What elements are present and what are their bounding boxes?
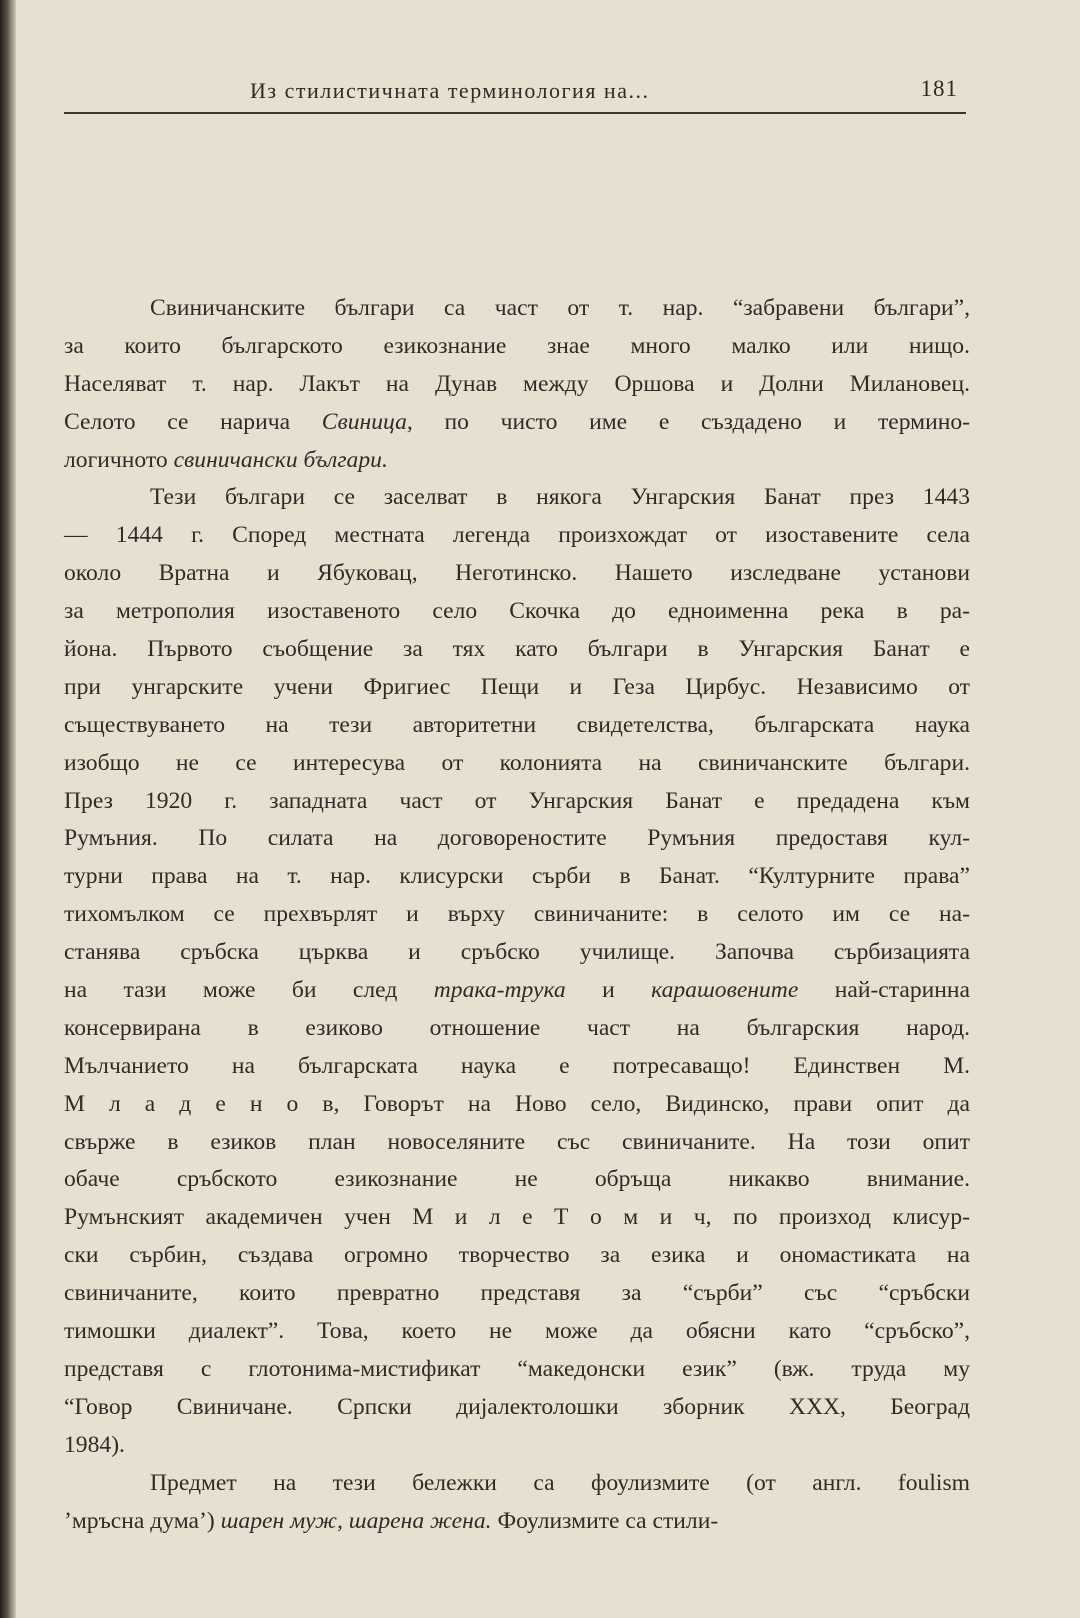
text-segment: Населяват т. нар. Лакът на Дунав между Оршова и Долни Милановец. xyxy=(64,370,970,397)
text-segment: свърже в езиков план новоселяните със свиничаните. На този опит xyxy=(64,1128,970,1155)
text-segment: ски сърбин, създава огромно творчество за езика и ономастиката на xyxy=(64,1242,970,1269)
text-segment: Тези българи се заселват в някога Унгарския Банат през 1443 xyxy=(150,484,970,511)
running-header-title: Из стилистичната терминология на... xyxy=(250,78,650,103)
text-line xyxy=(64,1465,970,1503)
text-segment: Румъния. По силата на договореностите Румъния предоставя кул- xyxy=(64,825,970,852)
text-line xyxy=(64,593,970,631)
text-line xyxy=(64,858,970,896)
text-segment: Румънският академичен учен М и л е Т о м и ч, по произход клисур- xyxy=(64,1204,970,1231)
text-line xyxy=(64,1275,970,1313)
text-line xyxy=(64,707,970,745)
text-segment: тимошки диалект”. Това, което не може да обясни като “сръбско”, xyxy=(64,1318,970,1345)
text-line xyxy=(64,517,970,555)
text-segment: йона. Първото съобщение за тях като българи в Унгарския Банат е xyxy=(64,636,970,663)
text-line xyxy=(64,669,970,707)
text-line xyxy=(64,783,970,821)
text-segment: Селото се нарича xyxy=(64,408,322,435)
text-line xyxy=(64,1237,970,1275)
text-segment: — 1444 г. Според местната легенда произхождат от изоставените села xyxy=(64,522,970,549)
italic-term: карашовените xyxy=(651,977,799,1004)
text-segment: обаче сръбското езикознание не обръща никакво внимание. xyxy=(64,1166,970,1193)
text-segment: Предмет на тези бележки са фоулизмите (от англ. foulism xyxy=(150,1469,970,1496)
text-line xyxy=(64,1086,970,1124)
text-segment: Фоулизмите са стили- xyxy=(491,1507,719,1534)
text-line xyxy=(64,1048,970,1086)
text-line xyxy=(64,1389,970,1427)
text-segment: През 1920 г. западната част от Унгарския Банат е предадена към xyxy=(64,787,970,814)
text-segment: представя с глотонима-мистификат “македонски език” (вж. труда му xyxy=(64,1355,970,1382)
text-line xyxy=(64,896,970,934)
text-segment: за метрополия изоставеното село Скочка до едноименна река в ра- xyxy=(64,598,970,625)
text-line xyxy=(64,631,970,669)
text-segment: и xyxy=(565,977,652,1004)
text-segment: свиничаните, които превратно представя за “сърби” със “сръбски xyxy=(64,1280,970,1307)
text-segment: най-старинна xyxy=(798,977,970,1004)
italic-term: шарен муж, шарена жена. xyxy=(220,1507,492,1534)
text-segment: логичното xyxy=(64,446,174,473)
italic-term: Свиница, xyxy=(321,408,413,435)
text-segment: М л а д е н о в, Говорът на Ново село, Видинско, прави опит да xyxy=(64,1090,970,1117)
text-segment: консервирана в езиково отношение част на българския народ. xyxy=(64,1014,970,1041)
text-segment: изобщо не се интересува от колонията на свиничанските българи. xyxy=(64,749,970,776)
text-line xyxy=(64,479,970,517)
text-line xyxy=(64,820,970,858)
text-segment: при унгарските учени Фригиес Пещи и Геза Цирбус. Независимо от xyxy=(64,673,970,700)
text-line xyxy=(64,745,970,783)
text-line xyxy=(64,442,970,480)
text-line xyxy=(64,290,970,328)
text-segment: турни права на т. нар. клисурски сърби в Банат. “Културните права” xyxy=(64,863,970,890)
text-segment: по чисто име е създадено и термино- xyxy=(412,408,971,435)
text-line xyxy=(64,972,970,1010)
text-segment: тихомълком се прехвърлят и върху свиничаните: в селото им се на- xyxy=(64,901,970,928)
text-segment: 1984). xyxy=(64,1431,125,1458)
text-line xyxy=(64,1199,970,1237)
page-number: 181 xyxy=(920,76,958,101)
text-segment: “Говор Свиничане. Српски дијалектолошки зборник XXX, Београд xyxy=(64,1393,970,1420)
text-line xyxy=(64,1010,970,1048)
text-segment: около Вратна и Ябуковац, Неготинско. Нашето изследване установи xyxy=(64,560,970,587)
text-line xyxy=(64,555,970,593)
text-segment: Свиничанските българи са част от т. нар. “забравени българи”, xyxy=(150,295,970,321)
text-line xyxy=(64,1427,970,1465)
text-segment: станява сръбска църква и сръбско училище. Започва сърбизацията xyxy=(64,939,970,966)
text-line xyxy=(64,1161,970,1199)
running-header xyxy=(64,76,966,114)
text-line xyxy=(64,1351,970,1389)
text-line xyxy=(64,366,970,404)
italic-term: свиничански българи. xyxy=(173,446,388,473)
text-segment: за които българското езикознание знае много малко или нищо. xyxy=(64,332,970,359)
text-line xyxy=(64,1503,970,1541)
text-line xyxy=(64,934,970,972)
body-text xyxy=(64,290,970,1540)
text-line xyxy=(64,1313,970,1351)
text-segment: ’мръсна дума’) xyxy=(64,1507,221,1534)
text-line xyxy=(64,1124,970,1162)
text-line xyxy=(64,328,970,366)
text-segment: Мълчанието на българската наука е потресаващо! Единствен М. xyxy=(64,1052,970,1079)
text-line xyxy=(64,404,970,442)
text-segment: съществуването на тези авторитетни свидетелства, българската наука xyxy=(64,711,970,738)
italic-term: трака-трука xyxy=(433,977,566,1004)
text-segment: на тази може би след xyxy=(64,977,434,1004)
